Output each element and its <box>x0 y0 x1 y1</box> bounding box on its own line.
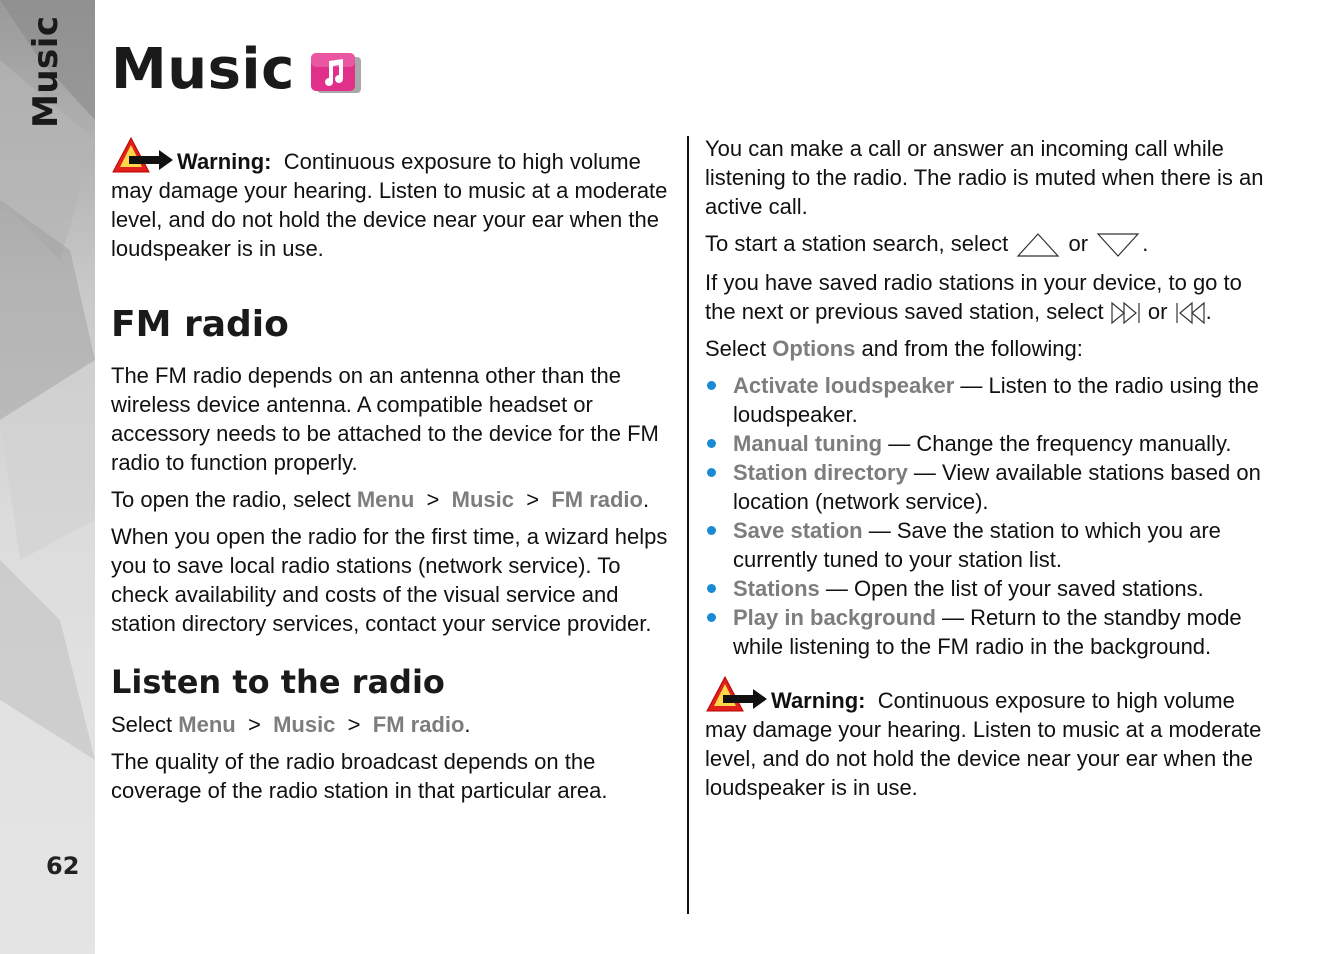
bullet-icon <box>707 613 716 622</box>
warning-text: Continuous exposure to high volume may damage your hearing. Listen to music at a moderate level, and do not hold the device near your ear when the loudspeaker is in use. <box>705 688 1262 801</box>
punctuation: . <box>642 487 650 512</box>
bullet-icon <box>707 468 716 477</box>
call-description: You can make a call or answer an incoming call while listening to the radio. The radio is muted when there is an active call. <box>705 136 1264 219</box>
or-text: or <box>1068 231 1089 256</box>
scroll-down-icon[interactable] <box>1094 230 1142 260</box>
option-description: — Listen to the radio using the loudspeaker. <box>733 373 1259 428</box>
skip-back-icon[interactable] <box>1174 300 1206 326</box>
sidebar-pattern <box>0 0 95 954</box>
options-list <box>705 371 1267 661</box>
select-instructions <box>111 710 673 739</box>
bullet-icon <box>707 381 716 390</box>
skip-forward-icon[interactable] <box>1110 300 1142 326</box>
right-column <box>705 134 1267 810</box>
instruction-text: To open the radio, select <box>111 487 351 512</box>
option-name[interactable]: Stations <box>733 576 820 602</box>
list-item <box>705 458 1267 516</box>
list-item <box>705 371 1267 429</box>
warning-block <box>111 136 673 263</box>
instruction-text: Select <box>111 712 173 737</box>
options-link[interactable]: Options <box>772 336 856 362</box>
list-item <box>705 516 1267 574</box>
option-name[interactable]: Manual tuning <box>733 431 883 457</box>
fm-radio-link[interactable]: FM radio <box>551 487 643 512</box>
punctuation: . <box>1205 299 1212 325</box>
option-name[interactable]: Save station <box>733 518 863 544</box>
option-description: — Change the frequency manually. <box>882 431 1232 457</box>
option-name[interactable]: Station directory <box>733 460 908 486</box>
sidebar <box>0 0 95 954</box>
menu-link[interactable]: Menu <box>356 487 415 512</box>
title-row <box>111 38 365 102</box>
fm-description: The FM radio depends on an antenna other than the wireless device antenna. A compatible headset or accessory needs to be attached to the device for the FM radio to function properly. <box>111 363 659 475</box>
separator: > <box>426 487 440 512</box>
separator: > <box>247 712 261 737</box>
bullet-icon <box>707 584 716 593</box>
options-intro <box>705 334 1267 363</box>
or-text: or <box>1147 299 1168 325</box>
instruction-text: To start a station search, select <box>705 231 1009 256</box>
section-heading-fm-radio: FM radio <box>111 304 289 345</box>
warning-text: Continuous exposure to high volume may damage your hearing. Listen to music at a moderate level, and do not hold the device near your ear when the loudspeaker is in use. <box>111 149 668 261</box>
option-description: — View available stations based on location (network service). <box>733 460 1261 515</box>
column-divider <box>687 136 689 914</box>
section-heading-listen: Listen to the radio <box>111 663 445 701</box>
bullet-icon <box>707 526 716 535</box>
left-column <box>111 130 673 813</box>
separator: > <box>347 712 361 737</box>
menu-link[interactable]: Menu <box>178 712 236 737</box>
option-description: — Open the list of your saved stations. <box>819 576 1204 602</box>
option-name[interactable]: Play in background <box>733 605 936 631</box>
option-description: — Save the station to which you are currently tuned to your station list. <box>733 518 1221 573</box>
punctuation: . <box>1142 231 1149 256</box>
list-item <box>705 574 1267 603</box>
warning-label: Warning: <box>771 688 866 714</box>
station-search-instructions <box>705 229 1267 260</box>
scroll-up-icon[interactable] <box>1014 230 1062 260</box>
page-number: 62 <box>46 852 80 880</box>
wizard-description: When you open the radio for the first time, a wizard helps you to save local radio stations (network service). To check availability and costs of the visual service and station directory services, contact your service provider. <box>111 524 668 636</box>
warning-icon <box>705 675 769 715</box>
music-note-icon <box>309 51 365 97</box>
fm-radio-link[interactable]: FM radio <box>372 712 465 737</box>
saved-stations-instructions <box>705 268 1267 326</box>
sidebar-section-title: Music <box>26 15 66 128</box>
open-radio-instructions <box>111 485 673 514</box>
page-title: Music <box>111 37 295 102</box>
option-description: — Return to the standby mode while listening to the FM radio in the background. <box>733 605 1242 660</box>
instruction-text: Select <box>705 336 767 362</box>
option-name[interactable]: Activate loudspeaker <box>733 373 955 399</box>
instruction-text: and from the following: <box>861 336 1083 362</box>
list-item <box>705 603 1267 661</box>
list-item <box>705 429 1267 458</box>
warning-block <box>705 675 1267 802</box>
warning-label: Warning: <box>177 149 272 174</box>
separator: > <box>526 487 540 512</box>
warning-icon <box>111 136 175 176</box>
music-link[interactable]: Music <box>451 487 514 512</box>
punctuation: . <box>464 712 471 737</box>
bullet-icon <box>707 439 716 448</box>
instruction-text: If you have saved radio stations in your device, to go to the next or previous saved station, select <box>705 270 1242 325</box>
music-link[interactable]: Music <box>273 712 336 737</box>
quality-description: The quality of the radio broadcast depends on the coverage of the radio station in that particular area. <box>111 749 608 803</box>
